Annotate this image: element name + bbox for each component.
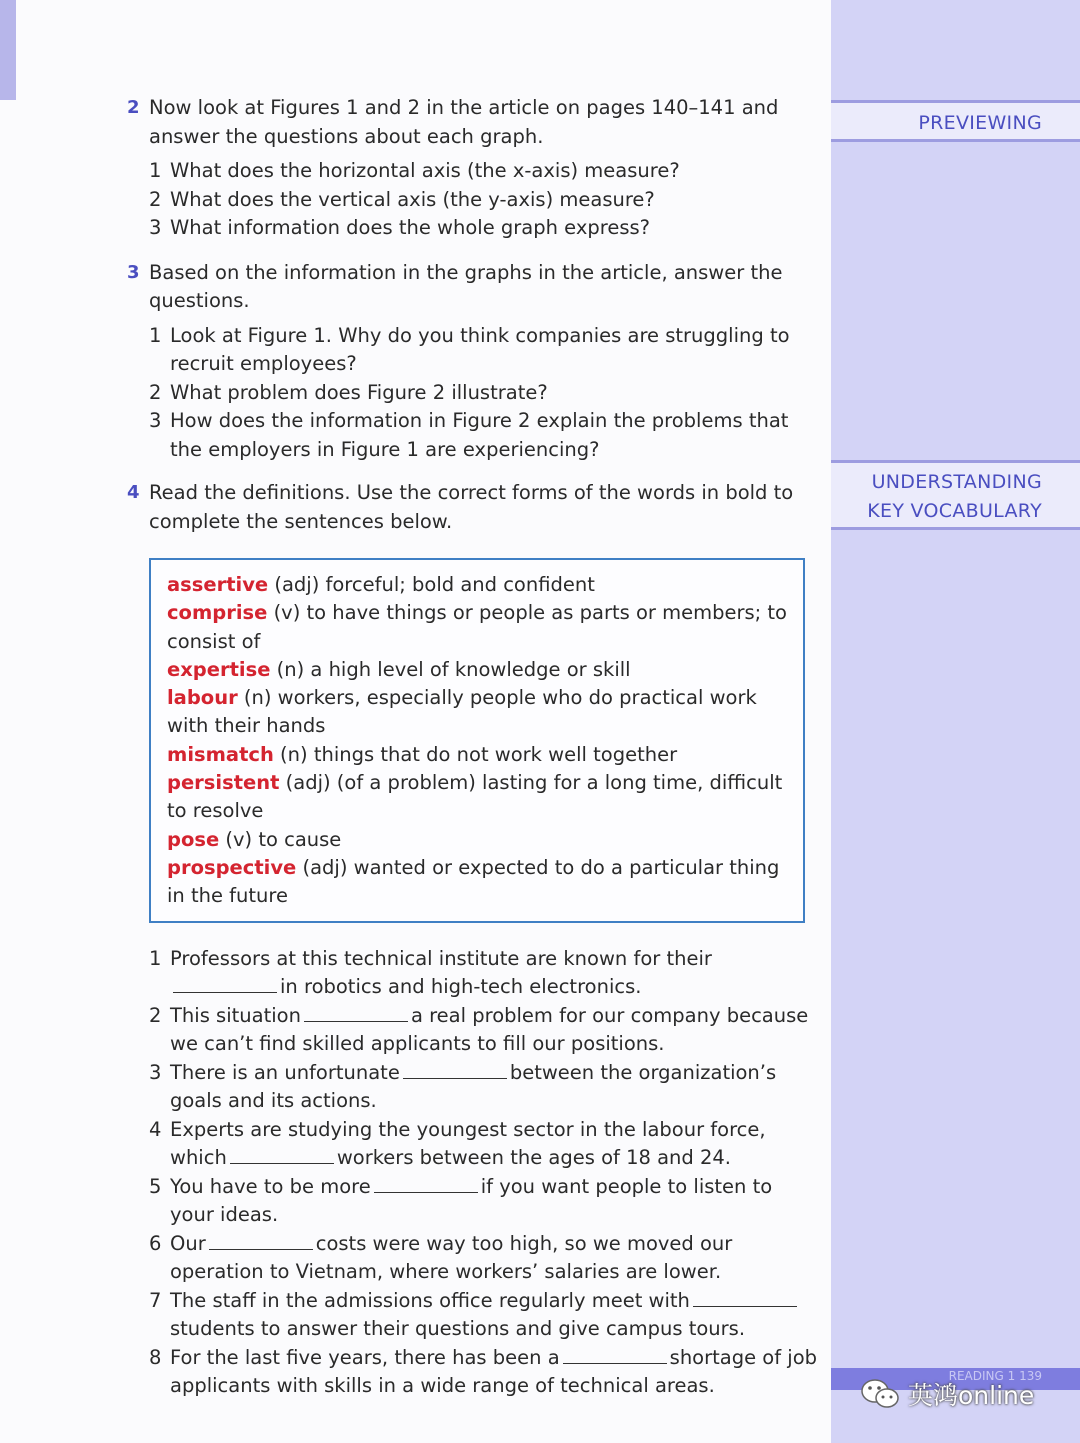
sentence-start: Experts are studying the youngest sector in the labour force, which xyxy=(170,1117,766,1170)
definition-entry xyxy=(167,741,789,769)
watermark xyxy=(860,1374,1034,1414)
question-number: 4 xyxy=(149,1117,162,1141)
sidebar xyxy=(831,0,1080,1443)
question-number: 6 xyxy=(149,1231,162,1255)
question-number: 1 xyxy=(149,159,162,182)
vocab-term: expertise xyxy=(167,657,271,681)
sentence-start: For the last five years, there has been a xyxy=(170,1345,560,1369)
question-item xyxy=(149,322,817,379)
exercise-4 xyxy=(127,479,817,1401)
question-item xyxy=(149,379,817,408)
page-edge-tab xyxy=(0,0,16,100)
question-item xyxy=(149,186,817,215)
answer-blank[interactable] xyxy=(374,1174,478,1193)
question-number: 7 xyxy=(149,1288,162,1312)
fill-in-item xyxy=(149,1059,817,1116)
question-text: What does the vertical axis (the y-axis) measure? xyxy=(170,187,655,211)
sentence-start: Professors at this technical institute are known for their xyxy=(170,946,712,970)
answer-blank[interactable] xyxy=(304,1003,408,1022)
vocab-label-line1: UNDERSTANDING xyxy=(871,471,1042,493)
sentence-start: Our xyxy=(170,1231,206,1255)
wechat-icon xyxy=(860,1377,900,1411)
sentence-end: between the organization’s goals and its actions. xyxy=(170,1060,777,1113)
fill-in-item xyxy=(149,1230,817,1287)
question-text: Look at Figure 1. Why do you think companies are struggling to recruit employees? xyxy=(170,323,790,375)
sentence-end: costs were way too high, so we moved our operation to Vietnam, where workers’ salaries are lower. xyxy=(170,1231,733,1284)
question-number: 1 xyxy=(149,323,162,347)
definition-entry xyxy=(167,854,789,911)
question-list xyxy=(149,157,817,243)
exercise-prompt: Based on the information in the graphs in the article, answer the questions. xyxy=(149,260,783,312)
fill-in-item xyxy=(149,1173,817,1230)
question-text: What problem does Figure 2 illustrate? xyxy=(170,380,548,404)
vocab-definition: (v) to cause xyxy=(219,827,342,851)
vocab-term: pose xyxy=(167,827,220,851)
definition-entry xyxy=(167,571,789,599)
definitions-box xyxy=(149,558,805,923)
vocab-definition: (adj) (of a problem) lasting for a long time, difficult to resolve xyxy=(167,771,783,823)
definition-entry xyxy=(167,826,789,854)
fill-in-item xyxy=(149,1344,817,1401)
question-item xyxy=(149,407,817,464)
fill-in-item xyxy=(149,1116,817,1173)
vocab-label-line2: KEY VOCABULARY xyxy=(867,500,1042,522)
sentence-end: shortage of job applicants with skills in a wide range of technical areas. xyxy=(170,1345,818,1398)
exercise-prompt: Read the definitions. Use the correct forms of the words in bold to complete the sentences below. xyxy=(149,481,794,533)
main-content xyxy=(127,94,817,1401)
vocab-term: persistent xyxy=(167,771,280,795)
sentence-end: if you want people to listen to your ideas. xyxy=(170,1174,773,1227)
question-number: 3 xyxy=(149,216,162,239)
section-label-vocabulary xyxy=(831,460,1080,530)
page-footer-text: READING 1 139 xyxy=(948,1369,1042,1383)
vocab-definition: (adj) wanted or expected to do a particular thing in the future xyxy=(167,855,780,908)
exercise-number: 2 xyxy=(127,97,140,118)
definition-entry xyxy=(167,656,789,684)
question-text: What information does the whole graph express? xyxy=(170,216,650,239)
sentence-start: This situation xyxy=(170,1003,301,1027)
section-label-previewing: PREVIEWING xyxy=(831,100,1080,142)
fill-in-item xyxy=(149,945,817,1002)
exercise-2 xyxy=(127,94,817,243)
fill-in-item xyxy=(149,1287,817,1344)
question-text: What does the horizontal axis (the x-axis) measure? xyxy=(170,159,680,182)
sentence-end: students to answer their questions and give campus tours. xyxy=(170,1317,746,1341)
sentence-start: There is an unfortunate xyxy=(170,1060,400,1084)
question-number: 2 xyxy=(149,1003,162,1027)
sentence-start: The staff in the admissions office regularly meet with xyxy=(170,1288,690,1312)
answer-blank[interactable] xyxy=(230,1145,334,1164)
fill-in-item xyxy=(149,1002,817,1059)
question-number: 2 xyxy=(149,187,162,211)
vocab-definition: (n) a high level of knowledge or skill xyxy=(270,657,631,681)
answer-blank[interactable] xyxy=(693,1288,797,1307)
answer-blank[interactable] xyxy=(563,1345,667,1364)
vocab-definition: (v) to have things or people as parts or members; to consist of xyxy=(167,601,787,653)
exercise-3 xyxy=(127,259,817,465)
exercise-number: 3 xyxy=(127,261,140,283)
vocab-term: prospective xyxy=(167,855,297,879)
answer-blank[interactable] xyxy=(173,974,277,993)
question-number: 8 xyxy=(149,1345,162,1369)
vocab-term: assertive xyxy=(167,573,269,596)
question-list xyxy=(149,322,817,465)
question-number: 2 xyxy=(149,380,162,404)
definition-entry xyxy=(167,599,789,656)
fill-in-list xyxy=(149,945,817,1401)
question-number: 1 xyxy=(149,946,162,970)
question-number: 5 xyxy=(149,1174,162,1198)
question-item xyxy=(149,214,817,243)
vocab-term: mismatch xyxy=(167,742,274,766)
definition-entry xyxy=(167,684,789,741)
sentence-start: You have to be more xyxy=(170,1174,371,1198)
question-item xyxy=(149,157,817,186)
exercise-prompt: Now look at Figures 1 and 2 in the article on pages 140–141 and answer the questions about each graph. xyxy=(149,96,779,148)
question-number: 3 xyxy=(149,409,162,432)
definition-entry xyxy=(167,769,789,826)
sentence-end: a real problem for our company because we can’t find skilled applicants to fill our positions. xyxy=(170,1003,809,1056)
vocab-term: comprise xyxy=(167,601,268,625)
answer-blank[interactable] xyxy=(209,1231,313,1250)
answer-blank[interactable] xyxy=(403,1060,507,1079)
sentence-end: in robotics and high-tech electronics. xyxy=(280,975,642,999)
question-number: 3 xyxy=(149,1060,162,1084)
exercise-number: 4 xyxy=(127,482,140,503)
vocab-definition: (n) things that do not work well together xyxy=(273,742,678,766)
watermark-text: 英鸿online xyxy=(908,1381,1035,1410)
sentence-end: workers between the ages of 18 and 24. xyxy=(336,1146,731,1170)
vocab-definition: (adj) forceful; bold and confident xyxy=(268,573,595,596)
vocab-term: labour xyxy=(167,686,238,710)
question-text: How does the information in Figure 2 explain the problems that the employers in Figure 1 are experiencing? xyxy=(170,409,789,461)
vocab-definition: (n) workers, especially people who do practical work with their hands xyxy=(167,686,757,738)
